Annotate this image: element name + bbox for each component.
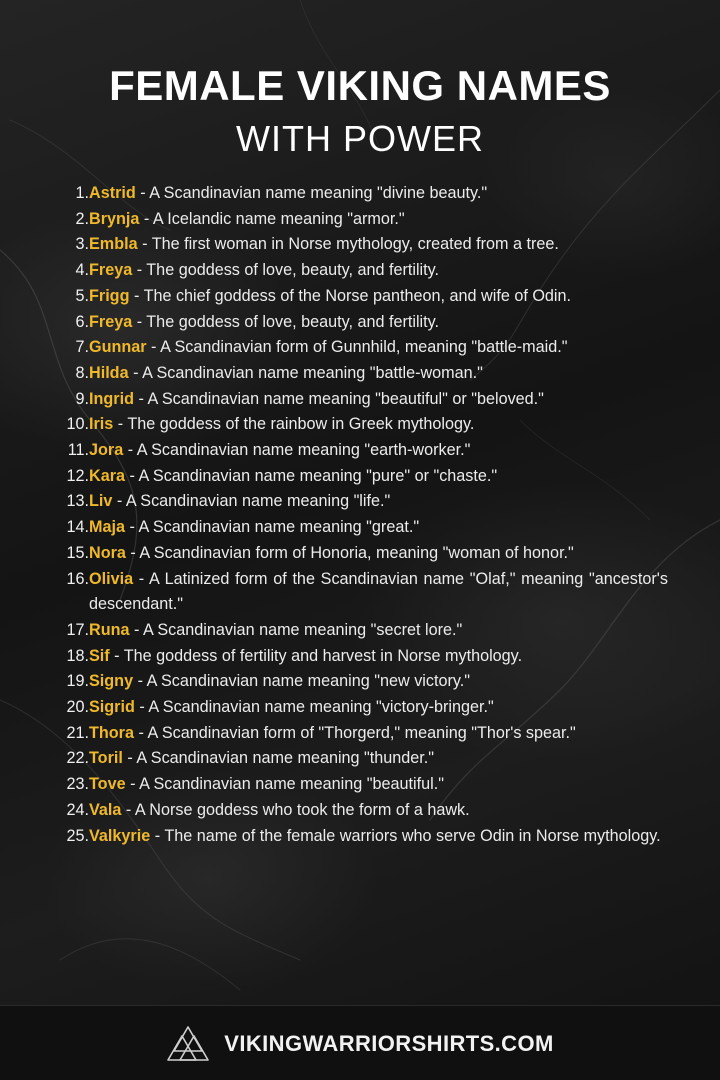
item-number: 8. (75, 363, 89, 382)
item-text (89, 515, 668, 541)
item-text (89, 464, 668, 490)
list-item (50, 798, 668, 824)
page-subtitle: WITH POWER (236, 118, 484, 159)
separator: - (137, 235, 152, 254)
viking-name: Tove (89, 775, 126, 794)
item-text (89, 412, 668, 438)
name-description: A Scandinavian name meaning "new victory." (146, 672, 471, 691)
viking-name: Astrid (89, 184, 136, 202)
viking-name: Toril (89, 749, 123, 768)
separator: - (134, 698, 149, 717)
separator: - (129, 286, 144, 305)
list-item (50, 207, 668, 233)
viking-name: Embla (89, 235, 138, 254)
item-text (89, 541, 668, 567)
item-number: 22. (66, 749, 89, 768)
item-text (89, 644, 668, 670)
list-item (50, 567, 668, 618)
viking-name: Liv (89, 492, 113, 511)
list-item (50, 721, 668, 747)
website-url: VIKINGWARRIORSHIRTS.COM (224, 1030, 554, 1056)
list-item (50, 387, 668, 413)
name-description: A Scandinavian name meaning "battle-woman." (142, 363, 483, 382)
name-description: A Latinized form of the Scandinavian name "Olaf," meaning "ancestor's descendant." (89, 569, 668, 614)
viking-name: Jora (89, 441, 124, 460)
separator: - (133, 569, 150, 588)
item-text (89, 695, 668, 721)
item-number: 13. (66, 492, 89, 511)
list-item (50, 618, 668, 644)
item-number: 2. (75, 209, 89, 228)
item-text (89, 772, 668, 798)
separator: - (128, 363, 143, 382)
separator: - (121, 800, 135, 819)
separator: - (139, 209, 153, 228)
separator: - (132, 261, 147, 280)
list-item (50, 232, 668, 258)
separator: - (133, 672, 147, 691)
item-number: 1. (75, 184, 89, 202)
item-text (89, 284, 668, 310)
list-item (50, 669, 668, 695)
list-item (50, 824, 668, 850)
item-text (89, 721, 668, 747)
item-text (89, 361, 668, 387)
name-description: A Icelandic name meaning "armor." (152, 209, 405, 228)
valknut-icon (166, 1024, 210, 1064)
viking-name: Brynja (89, 209, 140, 228)
item-text (89, 232, 668, 258)
item-text (89, 824, 668, 850)
item-number: 15. (66, 543, 89, 562)
viking-name: Sigrid (89, 698, 135, 717)
separator: - (135, 184, 150, 202)
viking-name: Hilda (89, 363, 129, 382)
item-number: 5. (75, 286, 89, 305)
name-description: A Norse goddess who took the form of a hawk. (134, 800, 470, 819)
separator: - (112, 492, 126, 511)
item-text (89, 618, 668, 644)
list-item (50, 695, 668, 721)
viking-name: Vala (89, 800, 122, 819)
item-number: 6. (75, 312, 89, 331)
item-text (89, 489, 668, 515)
item-number: 7. (75, 338, 89, 357)
item-text (89, 746, 668, 772)
item-number: 10. (66, 415, 89, 434)
item-number: 23. (66, 775, 89, 794)
separator: - (123, 441, 137, 460)
list-item (50, 644, 668, 670)
item-text (89, 438, 668, 464)
name-description: A Scandinavian name meaning "beautiful" or "beloved." (147, 389, 544, 408)
list-item (50, 258, 668, 284)
names-list (50, 181, 668, 849)
item-text (89, 207, 668, 233)
viking-name: Nora (89, 543, 126, 562)
viking-name: Signy (89, 672, 134, 691)
item-number: 3. (75, 235, 89, 254)
item-text (89, 258, 668, 284)
viking-name: Olivia (89, 569, 134, 588)
name-description: A Scandinavian name meaning "life." (125, 492, 391, 511)
separator: - (113, 415, 128, 434)
item-number: 18. (66, 646, 89, 665)
name-description: The chief goddess of the Norse pantheon, and wife of Odin. (143, 286, 572, 305)
name-description: A Scandinavian name meaning "secret lore." (142, 620, 463, 639)
item-number: 9. (75, 389, 89, 408)
list-item (50, 541, 668, 567)
list-item (50, 335, 668, 361)
list-item (50, 284, 668, 310)
name-description: A Scandinavian form of Gunnhild, meaning "battle-maid." (160, 338, 568, 357)
item-number: 12. (66, 466, 89, 485)
page-title: FEMALE VIKING NAMES (109, 62, 611, 109)
list-item (50, 464, 668, 490)
item-number: 21. (66, 723, 89, 742)
viking-name: Valkyrie (89, 826, 151, 845)
separator: - (125, 543, 140, 562)
item-text (89, 669, 668, 695)
viking-name: Thora (89, 723, 134, 742)
item-text (89, 798, 668, 824)
item-number: 17. (66, 620, 89, 639)
name-description: A Scandinavian name meaning "great." (138, 518, 420, 537)
item-number: 16. (66, 569, 89, 588)
item-text (89, 181, 668, 207)
list-item (50, 310, 668, 336)
name-description: The goddess of love, beauty, and fertility. (146, 261, 440, 280)
list-item (50, 489, 668, 515)
viking-name: Freya (89, 261, 133, 280)
separator: - (133, 723, 148, 742)
viking-name: Freya (89, 312, 133, 331)
name-description: The goddess of fertility and harvest in Norse mythology. (123, 646, 523, 665)
viking-name: Frigg (89, 286, 130, 305)
list-item (50, 515, 668, 541)
separator: - (125, 518, 139, 537)
name-description: A Scandinavian name meaning "victory-bringer." (148, 698, 494, 717)
separator: - (150, 826, 165, 845)
item-text (89, 567, 668, 618)
footer-banner (0, 1005, 720, 1080)
viking-name: Iris (89, 415, 114, 434)
item-number: 19. (66, 672, 89, 691)
viking-name: Sif (89, 646, 110, 665)
viking-name: Gunnar (89, 338, 147, 357)
list-item (50, 438, 668, 464)
item-number: 4. (75, 261, 89, 280)
item-number: 11. (67, 441, 89, 460)
list-item (50, 181, 668, 207)
separator: - (133, 389, 148, 408)
list-item (50, 772, 668, 798)
viking-name: Runa (89, 620, 130, 639)
list-item (50, 746, 668, 772)
viking-name: Kara (89, 466, 125, 485)
separator: - (125, 775, 140, 794)
name-description: A Scandinavian name meaning "pure" or "chaste." (138, 466, 498, 485)
item-number: 14. (66, 518, 89, 537)
list-item (50, 412, 668, 438)
viking-name: Ingrid (89, 389, 134, 408)
item-text (89, 310, 668, 336)
name-description: The name of the female warriors who serve Odin in Norse mythology. (164, 826, 661, 845)
name-description: The goddess of the rainbow in Greek mythology. (127, 415, 475, 434)
separator: - (129, 620, 143, 639)
name-description: A Scandinavian name meaning "divine beauty." (149, 184, 488, 202)
name-description: A Scandinavian form of Honoria, meaning "woman of honor." (139, 543, 574, 562)
viking-name: Maja (89, 518, 125, 537)
list-item (50, 361, 668, 387)
item-number: 25. (66, 826, 89, 845)
separator: - (132, 312, 147, 331)
name-description: The first woman in Norse mythology, created from a tree. (151, 235, 559, 254)
separator: - (109, 646, 124, 665)
name-description: A Scandinavian name meaning "beautiful." (139, 775, 444, 794)
separator: - (146, 338, 161, 357)
name-description: A Scandinavian name meaning "thunder." (136, 749, 435, 768)
item-number: 24. (66, 800, 89, 819)
name-description: A Scandinavian form of "Thorgerd," meaning "Thor's spear." (147, 723, 576, 742)
item-text (89, 335, 668, 361)
name-description: The goddess of love, beauty, and fertility. (146, 312, 440, 331)
separator: - (122, 749, 137, 768)
name-description: A Scandinavian name meaning "earth-worker." (136, 441, 471, 460)
item-number: 20. (66, 698, 89, 717)
item-text (89, 387, 668, 413)
separator: - (125, 466, 139, 485)
